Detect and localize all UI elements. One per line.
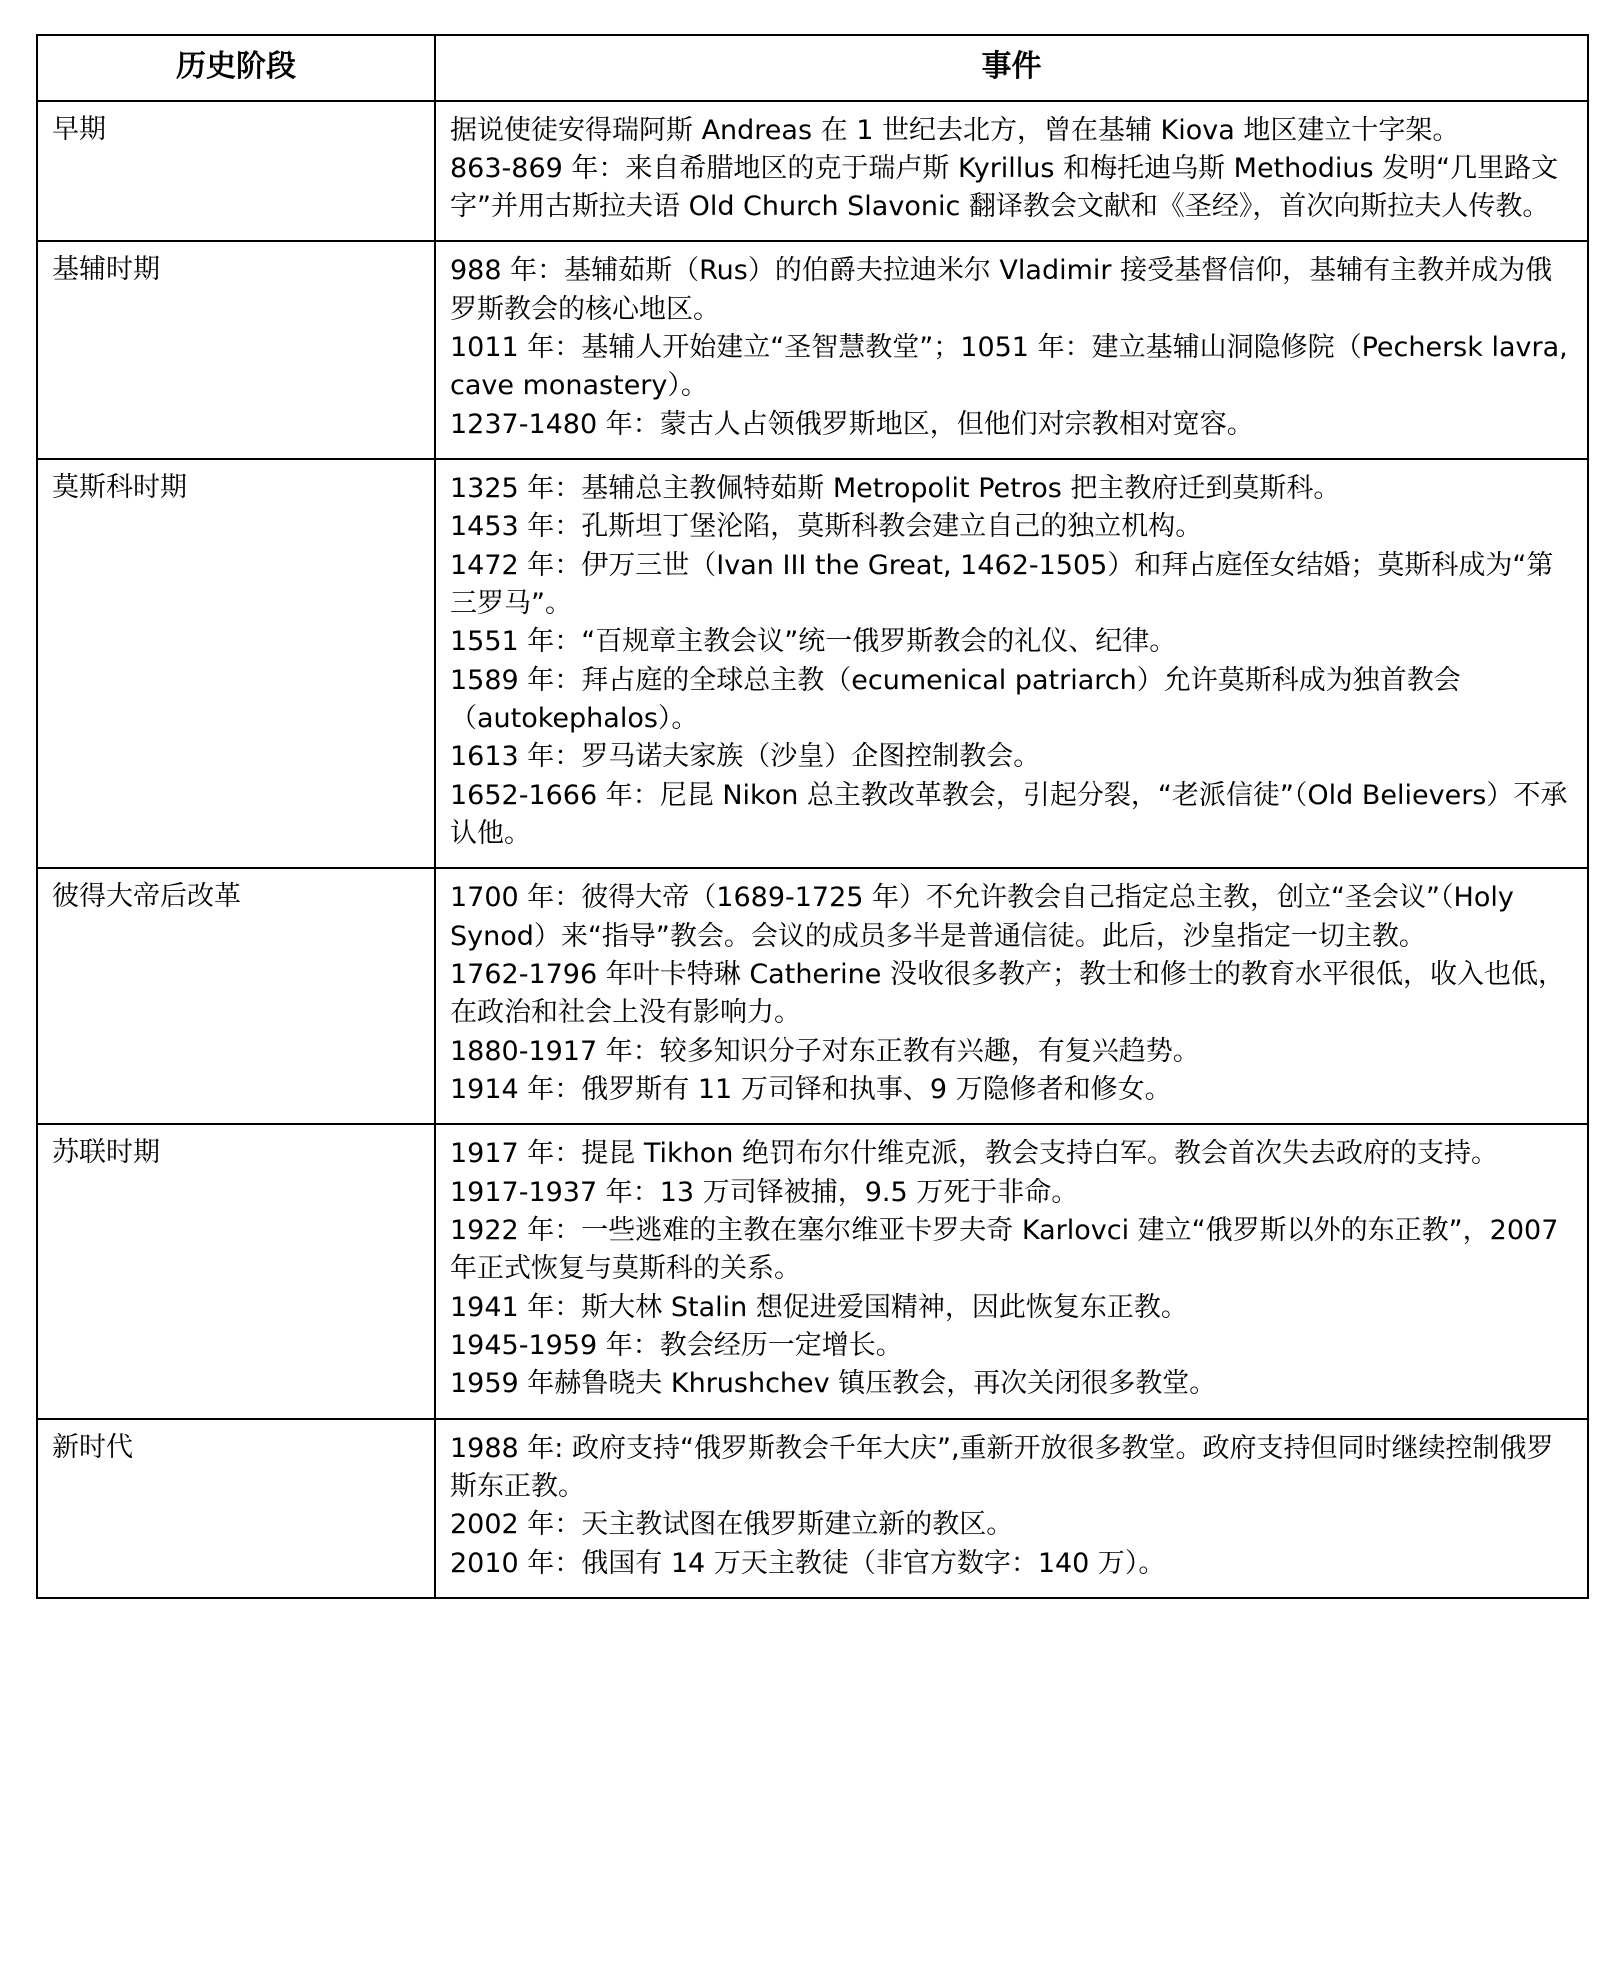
event-line: 1922 年：一些逃难的主教在塞尔维亚卡罗夫奇 Karlovci 建立“俄罗斯以外的东正教”，2007 年正式恢复与莫斯科的关系。 bbox=[450, 1215, 1559, 1285]
table-row bbox=[37, 868, 1588, 1124]
event-line: 1011 年：基辅人开始建立“圣智慧教堂”；1051 年：建立基辅山洞隐修院（Pechersk lavra, cave monastery）。 bbox=[450, 332, 1568, 402]
table-row bbox=[37, 101, 1588, 242]
table-row bbox=[37, 1124, 1588, 1418]
event-line: 1700 年：彼得大帝（1689-1725 年）不允许教会自己指定总主教，创立“圣会议”（Holy Synod）来“指导”教会。会议的成员多半是普通信徒。此后，沙皇指定一切主教。 bbox=[450, 882, 1514, 952]
event-line: 1237-1480 年：蒙古人占领俄罗斯地区，但他们对宗教相对宽容。 bbox=[450, 408, 1254, 440]
table-row bbox=[37, 1419, 1588, 1598]
event-line: 1914 年：俄罗斯有 11 万司铎和执事、9 万隐修者和修女。 bbox=[450, 1074, 1172, 1106]
event-line: 863-869 年：来自希腊地区的克于瑞卢斯 Kyrillus 和梅托迪乌斯 Methodius 发明“几里路文字”并用古斯拉夫语 Old Church Slavonic 翻译教会文献和《圣经》，首次向斯拉夫人传教。 bbox=[450, 152, 1559, 223]
event-line: 1917 年：提昆 Tikhon 绝罚布尔什维克派，教会支持白军。教会首次失去政府的支持。 bbox=[450, 1138, 1499, 1170]
events-cell bbox=[435, 459, 1588, 868]
table-header-row bbox=[37, 35, 1588, 101]
event-line: 2010 年：俄国有 14 万天主教徒（非官方数字：140 万）。 bbox=[450, 1547, 1166, 1579]
history-table bbox=[36, 34, 1589, 1599]
table-body bbox=[37, 101, 1588, 1598]
phase-cell: 彼得大帝后改革 bbox=[37, 868, 435, 1124]
events-cell bbox=[435, 101, 1588, 242]
phase-cell: 苏联时期 bbox=[37, 1124, 435, 1418]
event-line: 2002 年：天主教试图在俄罗斯建立新的教区。 bbox=[450, 1509, 1014, 1541]
events-cell bbox=[435, 1419, 1588, 1598]
event-line: 1917-1937 年：13 万司铎被捕，9.5 万死于非命。 bbox=[450, 1176, 1079, 1208]
event-line: 1959 年赫鲁晓夫 Khrushchev 镇压教会，再次关闭很多教堂。 bbox=[450, 1368, 1217, 1400]
event-line: 1988 年: 政府支持“俄罗斯教会千年大庆”,重新开放很多教堂。政府支持但同时继续控制俄罗斯东正教。 bbox=[450, 1432, 1554, 1502]
phase-cell: 莫斯科时期 bbox=[37, 459, 435, 868]
event-line: 1613 年：罗马诺夫家族（沙皇）企图控制教会。 bbox=[450, 741, 1041, 773]
event-line: 1551 年：“百规章主教会议”统一俄罗斯教会的礼仪、纪律。 bbox=[450, 626, 1177, 658]
phase-cell: 早期 bbox=[37, 101, 435, 242]
event-line: 1652-1666 年：尼昆 Nikon 总主教改革教会，引起分裂，“老派信徒”（Old Believers）不承认他。 bbox=[450, 779, 1568, 850]
event-line: 1472 年：伊万三世（Ivan III the Great, 1462-1505）和拜占庭侄女结婚；莫斯科成为“第三罗马”。 bbox=[450, 549, 1554, 620]
column-header-phase: 历史阶段 bbox=[37, 35, 435, 101]
table-row bbox=[37, 459, 1588, 868]
events-cell bbox=[435, 241, 1588, 459]
event-line: 1941 年：斯大林 Stalin 想促进爱国精神，因此恢复东正教。 bbox=[450, 1291, 1188, 1323]
event-line: 1880-1917 年：较多知识分子对东正教有兴趣，有复兴趋势。 bbox=[450, 1035, 1200, 1067]
event-line: 1453 年：孔斯坦丁堡沦陷，莫斯科教会建立自己的独立机构。 bbox=[450, 511, 1203, 543]
event-line: 1589 年：拜占庭的全球总主教（ecumenical patriarch）允许莫斯科成为独首教会（autokephalos）。 bbox=[450, 664, 1461, 735]
phase-cell: 基辅时期 bbox=[37, 241, 435, 459]
column-header-events: 事件 bbox=[435, 35, 1588, 101]
phase-cell: 新时代 bbox=[37, 1419, 435, 1598]
table-header bbox=[37, 35, 1588, 101]
event-line: 1945-1959 年：教会经历一定增长。 bbox=[450, 1330, 903, 1362]
event-line: 1762-1796 年叶卡特琳 Catherine 没收很多教产；教士和修士的教育水平很低，收入也低，在政治和社会上没有影响力。 bbox=[450, 959, 1565, 1029]
table-row bbox=[37, 241, 1588, 459]
event-line: 据说使徒安得瑞阿斯 Andreas 在 1 世纪去北方，曾在基辅 Kiova 地区建立十字架。 bbox=[450, 114, 1460, 146]
events-cell bbox=[435, 1124, 1588, 1418]
event-line: 988 年：基辅茹斯（Rus）的伯爵夫拉迪米尔 Vladimir 接受基督信仰，基辅有主教并成为俄罗斯教会的核心地区。 bbox=[450, 255, 1553, 325]
events-cell bbox=[435, 868, 1588, 1124]
event-line: 1325 年：基辅总主教佩特茹斯 Metropolit Petros 把主教府迁到莫斯科。 bbox=[450, 473, 1341, 505]
